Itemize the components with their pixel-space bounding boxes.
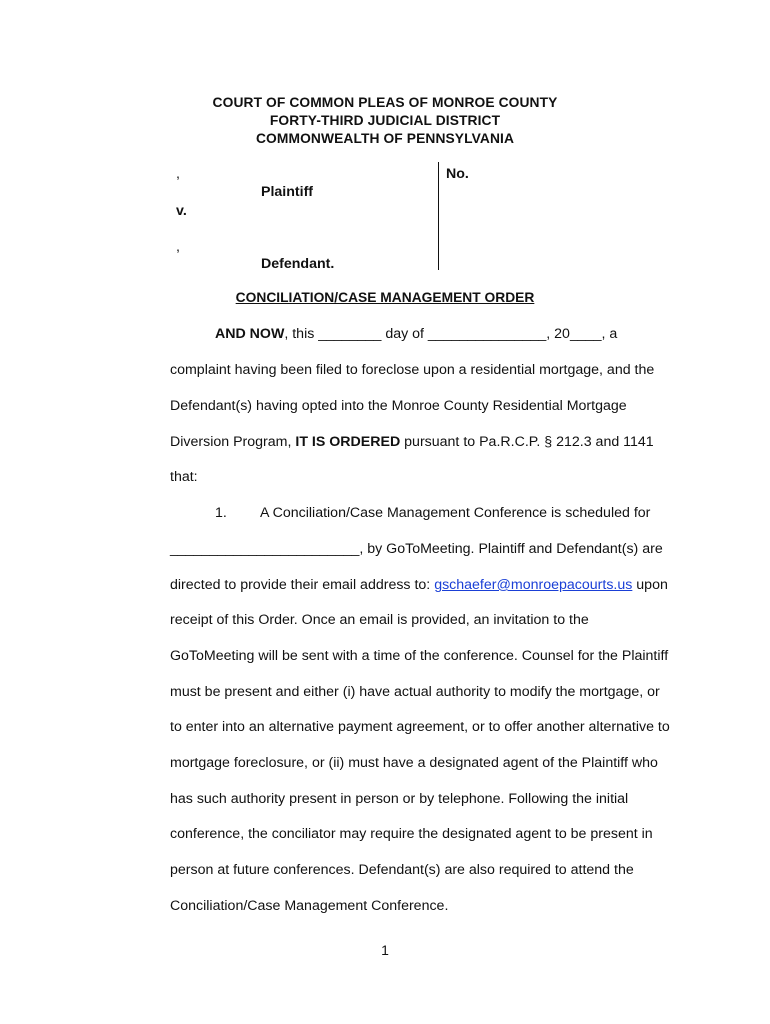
item-1-line-6: must be present and either (i) have actual authority to modify the mortgage, or	[170, 684, 660, 700]
body-line-2: complaint having been filed to foreclose upon a residential mortgage, and the	[170, 362, 655, 378]
plaintiff-name-blank: ,	[176, 166, 180, 182]
body-line-5: that:	[170, 469, 198, 485]
email-link[interactable]: gschaefer@monroepacourts.us	[434, 577, 633, 593]
item-1-line-1: A Conciliation/Case Management Conference is scheduled for	[260, 505, 651, 521]
versus-label: v.	[176, 203, 187, 219]
body-line-3: Defendant(s) having opted into the Monroe County Residential Mortgage	[170, 398, 627, 414]
item-1-line-5: GoToMeeting will be sent with a time of the conference. Counsel for the Plaintiff	[170, 648, 669, 664]
item-1-number: 1.	[215, 505, 227, 521]
defendant-name-blank: ,	[176, 239, 180, 255]
item-1-line-8: mortgage foreclosure, or (ii) must have a designated agent of the Plaintiff who	[170, 755, 658, 771]
plaintiff-label: Plaintiff	[261, 184, 314, 200]
district-heading: FORTY-THIRD JUDICIAL DISTRICT	[269, 113, 501, 128]
case-number-label: No.	[446, 166, 469, 182]
commonwealth-heading: COMMONWEALTH OF PENNSYLVANIA	[255, 131, 515, 146]
court-name-heading: COURT OF COMMON PLEAS OF MONROE COUNTY	[212, 95, 558, 110]
item-1-line-7: to enter into an alternative payment agreement, or to offer another alternative to	[170, 719, 670, 735]
intro-line	[215, 326, 617, 342]
item-1-line-4: receipt of this Order. Once an email is provided, an invitation to the	[170, 612, 589, 628]
and-now-phrase: AND NOW	[215, 326, 285, 342]
email-instruction-tail: upon	[632, 577, 668, 593]
item-1-line-12: Conciliation/Case Management Conference.	[170, 898, 449, 914]
item-1-line-11: person at future conferences. Defendant(s) are also required to attend the	[170, 862, 634, 878]
it-is-ordered-phrase: IT IS ORDERED	[295, 434, 401, 450]
diversion-program-text: Diversion Program,	[170, 434, 296, 450]
defendant-label: Defendant.	[261, 256, 335, 272]
item-1-line-2: ________________________, by GoToMeeting. Plaintiff and Defendant(s) are	[170, 541, 663, 557]
page-number: 1	[381, 942, 389, 958]
item-1-line-10: conference, the conciliator may require the designated agent to be present in	[170, 826, 653, 842]
intro-date-blanks: , this ________ day of _______________, 20____, a	[284, 326, 618, 342]
rule-citation-text: pursuant to Pa.R.C.P. § 212.3 and 1141	[400, 434, 654, 450]
item-1-line-3	[170, 577, 668, 593]
order-title: CONCILIATION/CASE MANAGEMENT ORDER	[235, 290, 535, 305]
caption-divider	[438, 162, 439, 270]
email-instruction-text: directed to provide their email address to:	[170, 577, 435, 593]
body-line-4	[170, 434, 654, 450]
item-1-line-9: has such authority present in person or by telephone. Following the initial	[170, 791, 629, 807]
